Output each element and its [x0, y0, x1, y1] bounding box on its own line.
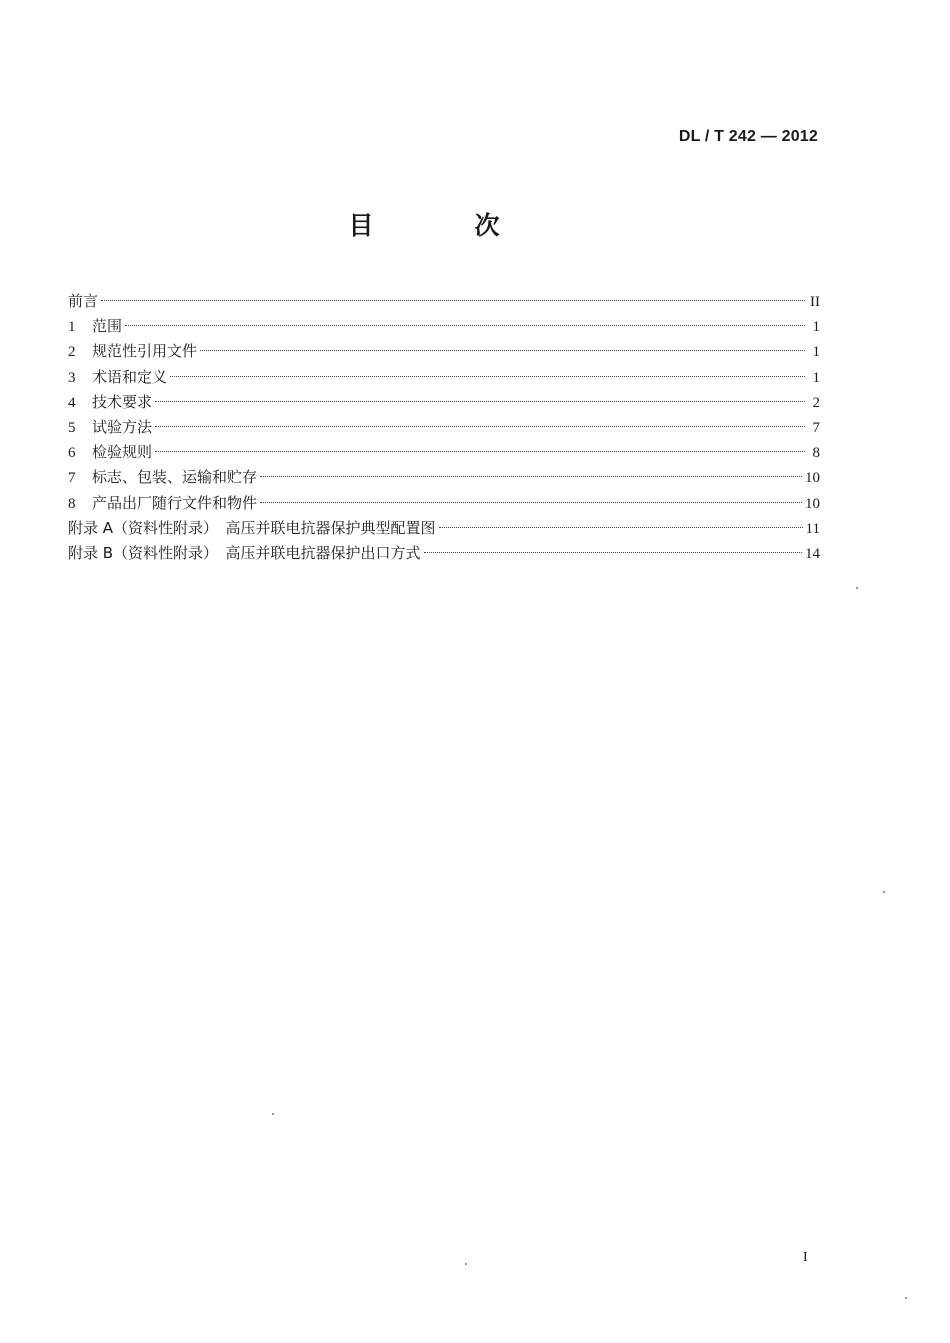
- toc-entry-number: 2: [68, 344, 76, 361]
- toc-entry-label: 规范性引用文件: [92, 342, 198, 361]
- toc-entry-page: II: [810, 294, 820, 310]
- toc-entry-page: 1: [812, 369, 820, 386]
- toc-entry-page: 11: [805, 520, 820, 537]
- scan-speck: [883, 891, 885, 893]
- toc-entry-page: 1: [812, 319, 820, 336]
- toc-entry-number: 5: [68, 419, 76, 436]
- toc-entry-3[interactable]: [68, 365, 820, 390]
- toc-leader-dots: [424, 552, 802, 553]
- toc-leader-dots: [155, 426, 805, 427]
- toc-entry-page: 8: [812, 445, 820, 462]
- toc-entry-number: 1: [68, 319, 76, 336]
- toc-leader-dots: [170, 376, 805, 377]
- toc-entry-page: 1: [812, 344, 820, 361]
- toc-entry-number: 7: [68, 470, 76, 487]
- toc-entry-7[interactable]: [68, 465, 820, 490]
- toc-entry-5[interactable]: [68, 415, 820, 440]
- toc-entry-6[interactable]: [68, 440, 820, 465]
- toc-entry-2[interactable]: [68, 339, 820, 364]
- table-of-contents: [68, 289, 820, 566]
- toc-entry-label: 检验规则: [92, 443, 153, 462]
- toc-leader-dots: [125, 325, 805, 326]
- toc-entry-number: 6: [68, 445, 76, 462]
- toc-leader-dots: [439, 527, 803, 528]
- toc-entry-label: 标志、包装、运输和贮存: [92, 468, 258, 487]
- page-number: I: [803, 1250, 808, 1265]
- toc-entry-8[interactable]: [68, 491, 820, 516]
- toc-title: 目 次: [348, 211, 538, 240]
- toc-entry-number: 3: [68, 369, 76, 386]
- toc-leader-dots: [200, 350, 805, 351]
- toc-leader-dots: [260, 476, 802, 477]
- toc-entry-label: 附录 A（资料性附录） 高压并联电抗器保护典型配置图: [68, 518, 436, 537]
- toc-entry-label: 前言: [68, 292, 99, 310]
- scan-speck: [272, 1113, 274, 1115]
- toc-leader-dots: [155, 401, 805, 402]
- toc-entry-label: 范围: [92, 317, 123, 336]
- toc-entry-number: 8: [68, 495, 76, 512]
- toc-entry-appendix-a[interactable]: [68, 516, 820, 541]
- toc-entry-number: 4: [68, 394, 76, 411]
- toc-leader-dots: [101, 300, 805, 301]
- scan-speck: [465, 1263, 467, 1265]
- toc-entry-foreword[interactable]: [68, 289, 820, 314]
- toc-entry-page: 14: [805, 545, 820, 562]
- toc-entry-page: 7: [812, 419, 820, 436]
- toc-entry-label: 产品出厂随行文件和物件: [92, 493, 258, 512]
- toc-leader-dots: [260, 502, 802, 503]
- scan-speck: [856, 587, 858, 589]
- toc-entry-page: 2: [812, 394, 820, 411]
- toc-entry-4[interactable]: [68, 390, 820, 415]
- toc-entry-label: 术语和定义: [92, 367, 168, 386]
- toc-leader-dots: [155, 451, 805, 452]
- toc-entry-1[interactable]: [68, 314, 820, 339]
- toc-entry-page: 10: [805, 470, 820, 487]
- toc-entry-label: 技术要求: [92, 392, 153, 411]
- toc-entry-label: 试验方法: [92, 417, 153, 436]
- scan-speck: [905, 1297, 907, 1299]
- standard-code: DL / T 242 — 2012: [678, 128, 818, 145]
- toc-entry-label: 附录 B（资料性附录） 高压并联电抗器保护出口方式: [68, 543, 421, 562]
- toc-entry-page: 10: [805, 495, 820, 512]
- toc-entry-appendix-b[interactable]: [68, 541, 820, 566]
